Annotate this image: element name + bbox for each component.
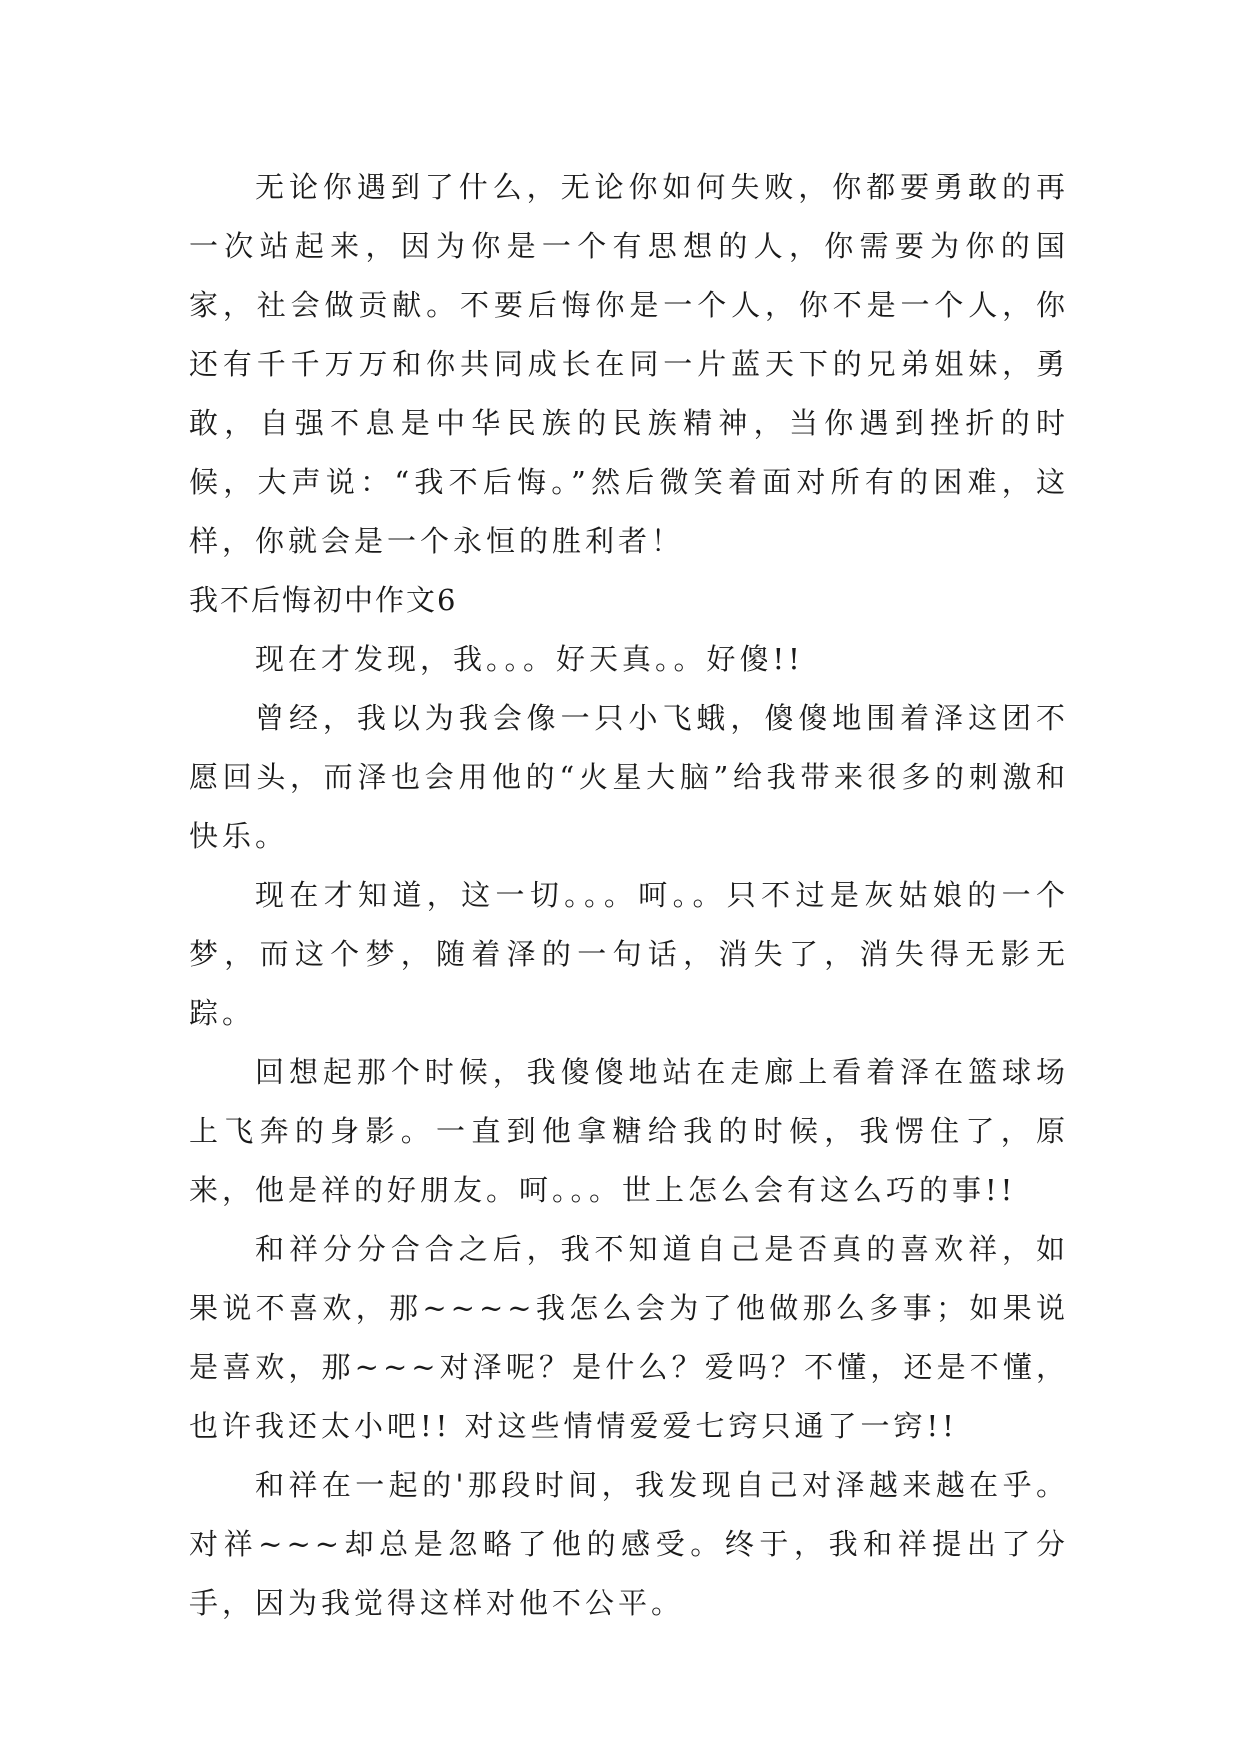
paragraph: 现在才知道，这一切。。。呵。。只不过是灰姑娘的一个梦，而这个梦，随着泽的一句话，消失了，消失得无影无踪。 [189, 878, 1069, 1030]
paragraph: 现在才发现，我。。。好天真。。好傻!! [255, 642, 804, 676]
paragraph: 无论你遇到了什么，无论你如何失败，你都要勇敢的再一次站起来，因为你是一个有思想的人，你需要为你的国家，社会做贡献。不要后悔你是一个人，你不是一个人，你还有千千万万和你共同成长在同一片蓝天下的兄弟姐妹，勇敢，自强不息是中华民族的民族精神，当你遇到挫折的时候，大声说：“我不后悔。”然后微笑着面对所有的困难，这样，你就会是一个永恒的胜利者！ [189, 170, 1069, 558]
section-heading: 我不后悔初中作文6 [189, 583, 458, 617]
paragraph: 和祥分分合合之后，我不知道自己是否真的喜欢祥，如果说不喜欢，那~~~~我怎么会为了他做那么多事；如果说是喜欢，那~~~对泽呢？是什么？爱吗？不懂，还是不懂，也许我还太小吧!! 对这些情情爱爱七窍只通了一窍!! [189, 1232, 1069, 1443]
document-body [189, 158, 1069, 1633]
paragraph: 曾经，我以为我会像一只小飞蛾，傻傻地围着泽这团不愿回头，而泽也会用他的“火星大脑”给我带来很多的刺激和快乐。 [189, 701, 1069, 853]
paragraph: 和祥在一起的'那段时间，我发现自己对泽越来越在乎。对祥~~~却总是忽略了他的感受。终于，我和祥提出了分手，因为我觉得这样对他不公平。 [189, 1468, 1069, 1620]
paragraph: 回想起那个时候，我傻傻地站在走廊上看着泽在篮球场上飞奔的身影。一直到他拿糖给我的时候，我愣住了，原来，他是祥的好朋友。呵。。。世上怎么会有这么巧的事!! [189, 1055, 1069, 1207]
